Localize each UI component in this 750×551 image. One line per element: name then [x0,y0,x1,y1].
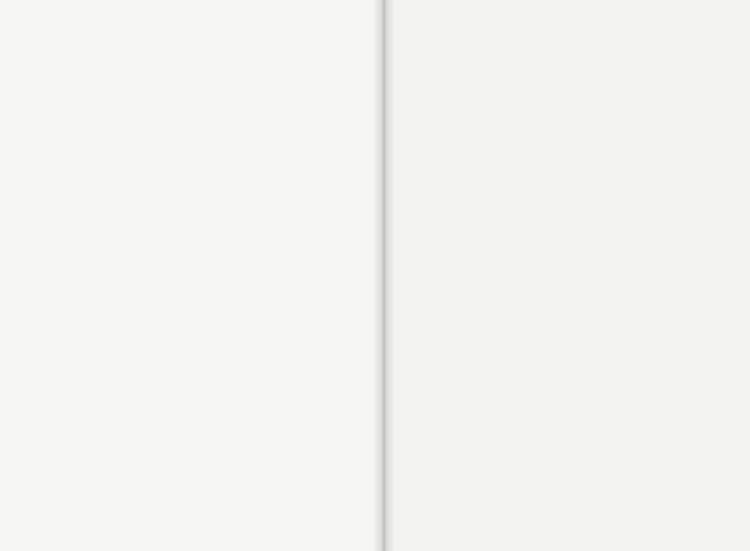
right-page [383,0,750,551]
book-gutter [373,0,395,551]
